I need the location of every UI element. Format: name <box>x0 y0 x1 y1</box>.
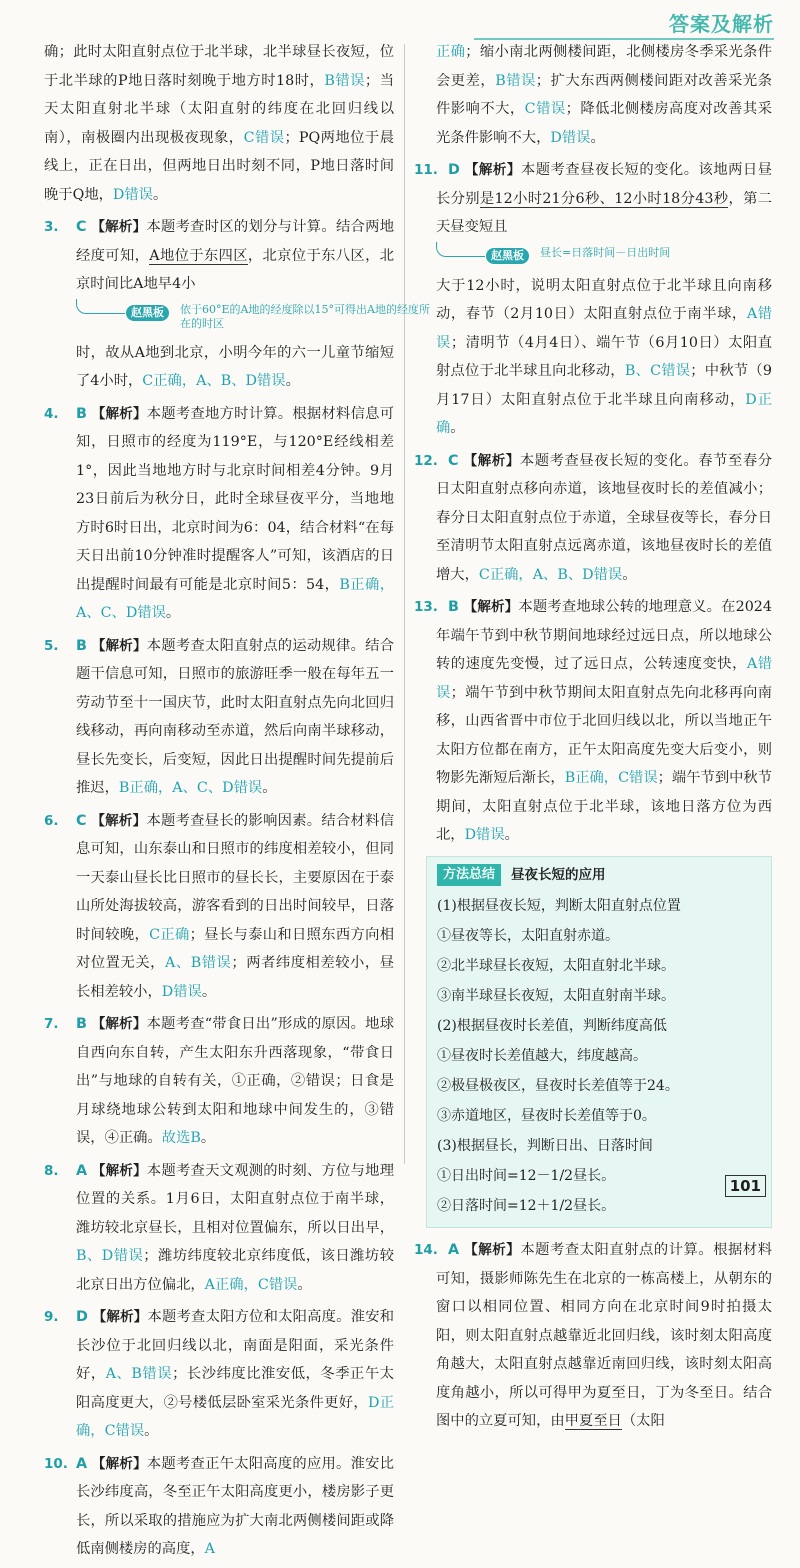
text: 确；此时太阳直射点位于北半球，北半球昼长夜短，位于北半球的P地日落时刻晚于地方时18时， <box>44 44 394 89</box>
analysis-tag: 【解析】 <box>91 1162 147 1179</box>
answer-11 <box>414 156 773 242</box>
text: ，第二天昼变短且 <box>436 190 773 235</box>
answer-3 <box>44 213 395 299</box>
text: 。 <box>144 1423 159 1439</box>
method-line: ③南半球昼长夜短，太阳直射南半球。 <box>437 988 675 1004</box>
highlight: A错误 <box>436 656 773 701</box>
highlight: D错误 <box>161 983 202 1000</box>
answer-letter: A <box>448 1242 460 1258</box>
highlight: B、D错误 <box>76 1248 144 1264</box>
method-summary-box <box>426 856 772 1229</box>
analysis-tag: 【解析】 <box>91 637 147 654</box>
method-line: ③赤道地区，昼夜时长差值等于0。 <box>437 1108 656 1124</box>
highlight: D错误 <box>464 827 505 843</box>
highlight: C错误 <box>243 129 285 146</box>
text: 。 <box>152 186 168 203</box>
text: ；潍坊纬度较北京纬度低，该日潍坊较北京日出方位偏北， <box>76 1248 395 1293</box>
question-number: 7. <box>44 1016 59 1032</box>
highlight: D错误 <box>112 186 153 203</box>
answer-letter: A <box>76 1162 88 1179</box>
method-line: (1)根据昼夜长短，判断太阳直射点位置 <box>437 898 681 914</box>
question-number: 12. <box>414 452 438 469</box>
text: ；缩小南北两侧楼间距，北侧楼房冬季采光条件会更差， <box>436 44 773 89</box>
question-number: 10. <box>44 1455 68 1472</box>
highlight: A错误 <box>436 306 772 351</box>
analysis-tag: 【解析】 <box>463 599 519 615</box>
text: ；两者纬度相差较小，昼长相差较小， <box>76 955 395 1000</box>
text: 本题考查时区的划分与计算。结合两地经度可知， <box>76 219 394 264</box>
question-number: 13. <box>414 599 438 615</box>
text: ；端午节到中秋节期间，太阳直射点位于北半球，该地日落方位为西北， <box>436 770 773 843</box>
text: 。 <box>201 983 217 1000</box>
answer-letter: A <box>76 1455 88 1472</box>
text: ；PQ两地位于晨线上，正在日出，但两地日出时刻不同，P地日落时间晚于Q地， <box>44 129 394 203</box>
answer-4 <box>44 400 395 628</box>
answer-9 <box>44 1303 395 1446</box>
text: ；扩大东西两侧楼间距对改善采光条件影响不大， <box>436 72 772 117</box>
text: 本题考查地球公转的地理意义。在2024年端午节到中秋节期间地球经过远日点，所以地球公转的速度先变慢，过了远日点，公转速度变快， <box>436 599 773 672</box>
underlined-text: 甲夏至日 <box>564 1413 622 1429</box>
answer-letter: B <box>76 637 87 654</box>
answer-letter: B <box>448 599 459 615</box>
text: 本题考查太阳方位和太阳高度。淮安和长沙位于北回归线以北，南面是阳面，采光条件好， <box>76 1309 395 1382</box>
answer-2-continued <box>44 38 394 209</box>
blackboard-note <box>76 299 430 337</box>
underlined-text: A地位于东四区 <box>149 247 248 264</box>
note-badge: 赵黑板 <box>486 248 529 264</box>
method-line: ①昼夜时长差值越大，纬度越高。 <box>437 1048 647 1064</box>
text: 本题考查地方时计算。根据材料信息可知，日照市的经度为119°E，与120°E经线相差1°，因此当地地方时与北京时间相差4分钟。9月23日前后为秋分日，此时全球昼夜平分，当地地方时6时日出，北京时间为6：04，结合材料“在每天日出前10分钟准时提醒客人”可知，该酒店的日出提醒时间最有可能是北京时间5：54， <box>76 405 395 593</box>
highlight: B错误 <box>324 72 365 89</box>
answer-10-continued <box>436 38 772 152</box>
highlight: B正确，A、C、D错误 <box>76 576 394 621</box>
page-header <box>474 6 774 40</box>
method-summary-header <box>437 861 761 890</box>
text: 。 <box>262 780 277 796</box>
analysis-tag: 【解析】 <box>91 405 147 422</box>
highlight: C正确，A、B、D错误 <box>142 373 286 389</box>
text: 本题考查太阳直射点的计算。根据材料可知，摄影师陈先生在北京的一栋高楼上，从朝东的窗口以相同位置、相同方向在北京时间9时拍摄太阳，则太阳直射点越靠近北回归线，该时刻太阳高度角越大，太阳直射点越靠近南回归线，该时刻太阳高度角越小，所以可得甲为夏至日，丁为冬至日。结合图中的立夏可知，由 <box>436 1242 773 1429</box>
text: 。 <box>165 605 181 621</box>
method-line: ②北半球昼长夜短，太阳直射北半球。 <box>437 958 675 974</box>
answer-6 <box>44 807 395 1007</box>
method-line: (3)根据昼长，判断日出、日落时间 <box>437 1138 653 1154</box>
text: ；当天太阳直射北半球（太阳直射的纬度在北回归线以南），南极圈内出现极夜现象， <box>44 72 394 146</box>
underlined-text: 是12小时21分6秒、12小时18分43秒 <box>479 190 729 207</box>
text: 。 <box>297 1276 312 1293</box>
text: 大于12小时，说明太阳直射点位于北半球且向南移动，春节（2月10日）太阳直射点位于南半球， <box>436 277 772 322</box>
method-line: ②极昼极夜区，昼夜时长差值等于24。 <box>437 1078 679 1094</box>
column-divider <box>404 44 405 1164</box>
answer-3-rest <box>76 339 394 396</box>
answer-letter: B <box>76 1016 87 1032</box>
text: 本题考查天文观测的时刻、方位与地理位置的关系。1月6日，太阳直射点位于南半球，潍坊较北京昼长，且相对位置偏东，所以日出早， <box>76 1162 395 1236</box>
method-line: ①昼夜等长，太阳直射赤道。 <box>437 928 619 944</box>
question-number: 8. <box>44 1162 59 1179</box>
answer-12 <box>414 447 773 590</box>
text: （太阳 <box>621 1413 665 1429</box>
highlight: B正确，A、C、D错误 <box>118 780 263 796</box>
text: 本题考查“带食日出”形成的原因。地球自西向东自转，产生太阳东升西落现象，“带食日出”与地球的自转有关，①正确，②错误；日食是月球绕地球公转到太阳和地球中间发生的，③错误，④正确。 <box>76 1016 395 1146</box>
analysis-tag: 【解析】 <box>464 162 521 178</box>
highlight: A、B错误 <box>165 955 232 971</box>
method-line: ②日落时间=12＋1/2昼长。 <box>437 1198 616 1214</box>
answer-letter: B <box>76 405 87 422</box>
question-number: 3. <box>44 219 59 235</box>
blackboard-note <box>436 242 772 270</box>
header-title: 答案及解析 <box>669 12 774 36</box>
analysis-tag: 【解析】 <box>91 219 147 235</box>
highlight: B、C错误 <box>624 363 691 379</box>
text: ；中秋节（9月17日）太阳直射点位于北半球且向南移动， <box>436 363 772 408</box>
method-summary-badge: 方法总结 <box>437 864 501 886</box>
text: ；昼长与泰山和日照东西方向相对位置无关， <box>76 926 394 971</box>
method-line: ①日出时间=12－1/2昼长。 <box>437 1168 616 1184</box>
text: 本题考查昼长的影响因素。结合材料信息可知，山东泰山和日照市的纬度相差较小，但同一天泰山昼长比日照市的昼长长，主要原因在于泰山所处海拔较高，游客看到的日出时间较早，日落时间较晚， <box>76 812 394 943</box>
text: ；降低北侧楼房高度对改善其采光条件影响不大， <box>436 101 772 146</box>
analysis-tag: 【解析】 <box>91 812 147 829</box>
highlight: 正确 <box>436 44 466 60</box>
text: 。 <box>285 373 300 389</box>
answer-letter: C <box>76 219 87 235</box>
answer-13 <box>414 593 773 850</box>
method-line: (2)根据昼夜时长差值，判断纬度高低 <box>437 1018 667 1034</box>
highlight: D错误 <box>550 129 591 146</box>
text: 本题考查太阳直射点的运动规律。结合题干信息可知，日照市的旅游旺季一般在每年五一劳动节至十一国庆节，此时太阳直射点先向北回归线移动，再向南移动至赤道，然后向南半球移动，昼长先变长，后变短，因此日出提醒时间先提前后推迟， <box>76 637 395 796</box>
highlight: C正确 <box>149 926 190 943</box>
text: 。 <box>622 566 637 583</box>
text: 时，故从A地到北京，小明今年的六一儿童节缩短了4小时， <box>76 344 394 389</box>
text: 。 <box>200 1130 216 1146</box>
note-text: 昼长=日落时间－日出时间 <box>540 245 671 259</box>
note-badge: 赵黑板 <box>126 305 169 321</box>
highlight: 故选B <box>161 1130 201 1146</box>
highlight: B错误 <box>495 72 536 89</box>
text: ；长沙纬度比淮安低，冬季正午太阳高度更大，②号楼低层卧室采光条件更好， <box>76 1366 395 1411</box>
question-number: 11. <box>414 162 438 178</box>
answer-7 <box>44 1010 395 1153</box>
analysis-tag: 【解析】 <box>464 1242 521 1258</box>
highlight: A、B错误 <box>105 1366 173 1382</box>
text: 。 <box>590 129 605 146</box>
analysis-tag: 【解析】 <box>92 1309 148 1325</box>
text: ；端午节到中秋节期间太阳直射点先向北移再向南移，山西省晋中市位于北回归线以北，所以当地正午太阳方位都在南方，正午太阳高度先变大后变小，则物影先渐短后渐长， <box>436 684 772 786</box>
highlight: A正确，C错误 <box>204 1276 298 1293</box>
question-number: 4. <box>44 405 59 422</box>
text: ，北京位于东八区，北京时间比A地早4小 <box>76 247 395 292</box>
text: 本题考查正午太阳高度的应用。淮安比长沙纬度高，冬至正午太阳高度更小，楼房影子更长，所以采取的措施应为扩大南北两侧楼间距或降低南侧楼房的高度， <box>76 1455 395 1557</box>
note-text: 依于60°E的A地的经度除以15°可得出A地的经度所在的时区 <box>180 302 430 330</box>
highlight: C错误 <box>524 101 566 117</box>
highlight: B正确，C错误 <box>564 770 658 786</box>
question-number: 9. <box>44 1309 59 1325</box>
answer-8 <box>44 1157 395 1300</box>
text: 。 <box>450 420 465 436</box>
question-number: 5. <box>44 637 59 654</box>
answer-letter: C <box>448 452 459 469</box>
text: 本题考查昼夜长短的变化。春节至春分日太阳直射点移向赤道，该地昼夜时长的差值减小；春分日太阳直射点位于赤道，全球昼夜等长，春分日至清明节太阳直射点远离赤道，该地昼夜时长的差值增大， <box>436 452 773 583</box>
text: 本题考查昼夜长短的变化。该地两日昼长分别 <box>436 162 773 207</box>
question-number: 6. <box>44 812 59 829</box>
highlight: D正确 <box>436 391 772 436</box>
answer-14 <box>414 1236 773 1436</box>
method-summary-title: 昼夜长短的应用 <box>511 866 606 883</box>
page-number: 101 <box>725 1175 766 1197</box>
text: ；清明节（4月4日）、端午节（6月10日）太阳直射点位于北半球且向北移动， <box>436 334 772 379</box>
analysis-tag: 【解析】 <box>463 452 520 469</box>
note-arrow <box>76 299 125 314</box>
question-number: 14. <box>414 1242 438 1258</box>
answer-5 <box>44 632 395 803</box>
analysis-tag: 【解析】 <box>91 1455 147 1472</box>
answer-letter: C <box>76 812 87 829</box>
right-column <box>414 38 772 1440</box>
text: 。 <box>504 827 519 843</box>
answer-letter: D <box>76 1309 88 1325</box>
highlight: D正确，C错误 <box>76 1394 394 1439</box>
note-arrow <box>436 242 485 257</box>
highlight: C正确，A、B、D错误 <box>478 566 623 583</box>
answer-10 <box>44 1450 395 1564</box>
highlight: A <box>204 1541 215 1557</box>
analysis-tag: 【解析】 <box>91 1016 147 1032</box>
answer-11-rest <box>436 272 772 443</box>
answer-letter: D <box>448 162 460 178</box>
